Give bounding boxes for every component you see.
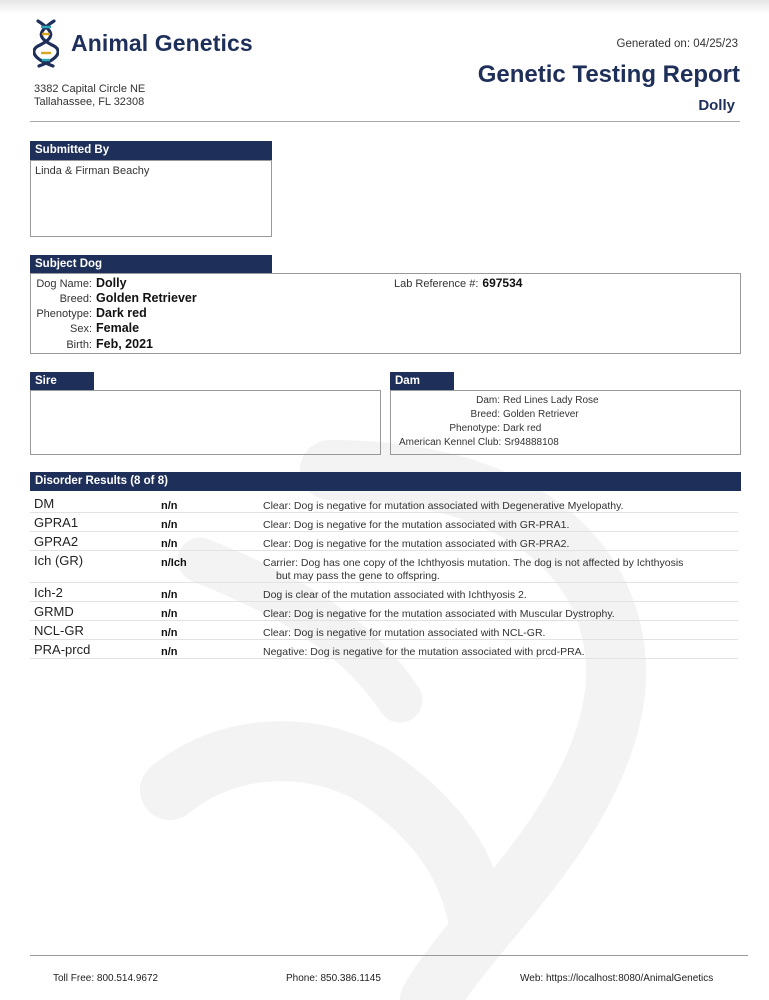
header-divider bbox=[30, 121, 740, 122]
table-row bbox=[30, 640, 738, 659]
dam-akc-row bbox=[399, 437, 559, 448]
disorder-genotype: n/n bbox=[161, 538, 178, 550]
phenotype-row bbox=[30, 306, 147, 320]
report-dog-name: Dolly bbox=[698, 97, 735, 114]
disorder-description: Dog is clear of the mutation associated with Ichthyosis 2. bbox=[263, 589, 527, 601]
dog-name-value: Dolly bbox=[96, 276, 127, 290]
submitted-by-heading: Submitted By bbox=[30, 141, 272, 160]
address-line-1: 3382 Capital Circle NE bbox=[34, 83, 146, 95]
breed-value: Golden Retriever bbox=[96, 291, 197, 305]
birth-value: Feb, 2021 bbox=[96, 337, 153, 351]
dam-breed-label: Breed: bbox=[470, 409, 500, 420]
sire-heading: Sire bbox=[30, 372, 94, 391]
footer-toll-free: Toll Free: 800.514.9672 bbox=[53, 973, 159, 984]
disorder-genotype: n/n bbox=[161, 519, 178, 531]
disorder-name: Ich-2 bbox=[34, 585, 63, 600]
disorder-description: Clear: Dog is negative for mutation associated with NCL-GR. bbox=[263, 627, 546, 639]
breed-row bbox=[30, 291, 197, 305]
table-row bbox=[30, 551, 738, 583]
sex-row bbox=[30, 321, 139, 335]
disorder-description: Clear: Dog is negative for the mutation associated with GR-PRA1. bbox=[263, 519, 570, 531]
generated-label: Generated on: bbox=[616, 38, 691, 50]
subject-dog-heading: Subject Dog bbox=[30, 255, 272, 274]
disorder-genotype: n/n bbox=[161, 500, 178, 512]
phenotype-value: Dark red bbox=[96, 306, 147, 320]
disorder-name: PRA-prcd bbox=[34, 642, 91, 657]
disorder-genotype: n/n bbox=[161, 627, 178, 639]
disorder-description: Clear: Dog is negative for mutation associated with Degenerative Myelopathy. bbox=[263, 500, 624, 512]
dam-breed-row bbox=[390, 409, 579, 420]
dam-phenotype-value: Dark red bbox=[503, 423, 542, 434]
table-row bbox=[30, 532, 738, 551]
disorder-name: GPRA1 bbox=[34, 515, 79, 530]
dam-akc-label: American Kennel Club: bbox=[399, 437, 502, 448]
disorder-description: Clear: Dog is negative for the mutation associated with GR-PRA2. bbox=[263, 538, 570, 550]
footer-divider bbox=[30, 955, 748, 956]
dam-akc-value: Sr94888108 bbox=[504, 437, 559, 448]
table-row bbox=[30, 583, 738, 602]
top-shadow bbox=[0, 0, 769, 14]
report-title: Genetic Testing Report bbox=[477, 61, 740, 88]
dna-logo-icon bbox=[33, 18, 59, 68]
dam-heading: Dam bbox=[390, 372, 454, 391]
disorder-name: Ich (GR) bbox=[34, 553, 84, 568]
table-row bbox=[30, 494, 738, 513]
dam-breed-value: Golden Retriever bbox=[503, 409, 579, 420]
disorder-name: DM bbox=[34, 496, 55, 511]
dam-name-label: Dam: bbox=[476, 395, 500, 406]
company-address bbox=[34, 83, 145, 108]
phenotype-label: Phenotype: bbox=[36, 308, 92, 320]
disorder-description: Clear: Dog is negative for the mutation associated with Muscular Dystrophy. bbox=[263, 608, 615, 620]
disorder-genotype: n/n bbox=[161, 646, 178, 658]
disorder-genotype: n/Ich bbox=[161, 557, 187, 569]
disorder-description: Negative: Dog is negative for the mutation associated with prcd-PRA. bbox=[263, 646, 585, 658]
birth-row bbox=[30, 337, 153, 351]
logo-text: Animal Genetics bbox=[71, 29, 253, 56]
company-logo bbox=[33, 17, 253, 69]
submitted-by-value: Linda & Firman Beachy bbox=[35, 165, 150, 177]
footer-web-link[interactable]: Web: https://localhost:8080/AnimalGenetics bbox=[520, 973, 714, 984]
disorder-genotype: n/n bbox=[161, 608, 178, 620]
disorder-description-line-2: but may pass the gene to offspring. bbox=[276, 570, 440, 582]
disorder-description-line-1: Carrier: Dog has one copy of the Ichthyosis mutation. The dog is not affected by Ichthyosis bbox=[263, 557, 684, 569]
disorder-results-heading: Disorder Results (8 of 8) bbox=[30, 472, 741, 491]
disorder-description bbox=[263, 557, 733, 583]
table-row bbox=[30, 602, 738, 621]
table-row bbox=[30, 513, 738, 532]
dam-phenotype-label: Phenotype: bbox=[449, 423, 500, 434]
lab-reference-value: 697534 bbox=[482, 276, 523, 290]
sex-label: Sex: bbox=[69, 323, 92, 335]
dam-phenotype-row bbox=[390, 423, 541, 434]
generated-date bbox=[617, 38, 739, 50]
disorder-name: GRMD bbox=[34, 604, 74, 619]
birth-label: Birth: bbox=[66, 339, 92, 351]
address-line-2: Tallahassee, FL 32308 bbox=[34, 95, 145, 108]
breed-label: Breed: bbox=[59, 293, 92, 305]
generated-value: 04/25/23 bbox=[693, 38, 738, 50]
dog-name-label: Dog Name: bbox=[36, 278, 92, 290]
sire-box bbox=[30, 390, 381, 455]
dog-name-row bbox=[30, 276, 127, 290]
table-row bbox=[30, 621, 738, 640]
disorder-name: GPRA2 bbox=[34, 534, 79, 549]
dam-name-row bbox=[390, 395, 599, 406]
footer-phone: Phone: 850.386.1145 bbox=[286, 973, 381, 984]
lab-reference-row bbox=[394, 276, 522, 290]
lab-reference-label: Lab Reference #: bbox=[394, 278, 479, 290]
dam-name-value: Red Lines Lady Rose bbox=[503, 395, 599, 406]
disorder-name: NCL-GR bbox=[34, 623, 84, 638]
sex-value: Female bbox=[96, 321, 140, 335]
disorder-genotype: n/n bbox=[161, 589, 178, 601]
